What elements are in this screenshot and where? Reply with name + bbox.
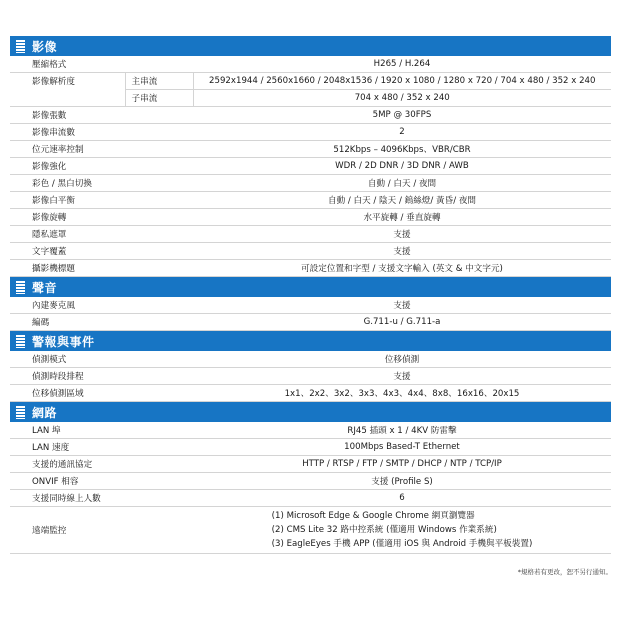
table-row [10,158,611,175]
spec-value: HTTP / RTSP / FTP / SMTP / DHCP / NTP / TCP/IP [193,456,611,473]
spec-value: 支援 [193,226,611,243]
spec-value: 2 [193,124,611,141]
section-title: 聲音 [32,280,58,295]
table-row [10,56,611,73]
spec-sublabel: 子串流 [125,90,193,107]
spec-label: 影像白平衡 [10,192,125,209]
section-marker-icon [16,40,25,53]
spec-value: 自動 / 白天 / 陰天 / 鎢絲燈/ 黃昏/ 夜間 [193,192,611,209]
table-row [10,473,611,490]
spec-value: 水平旋轉 / 垂直旋轉 [193,209,611,226]
spec-value: 支援 [193,297,611,314]
spec-label: 文字覆蓋 [10,243,125,260]
table-row [10,243,611,260]
table-row [10,456,611,473]
footnote: *規格若有更改，恕不另行通知。 [517,568,612,576]
spec-value: 704 x 480 / 352 x 240 [193,90,611,107]
section-header-network [10,402,611,422]
table-row [10,351,611,368]
section-header-video [10,36,611,56]
spec-label: 偵測模式 [10,351,193,368]
spec-value: 位移偵測 [193,351,611,368]
spec-label: 影像串流數 [10,124,125,141]
spec-value: 1x1、2x2、3x2、3x3、4x3、4x4、8x8、16x16、20x15 [193,385,611,402]
table-row [10,226,611,243]
spec-label: 壓縮格式 [10,56,125,73]
table-row [10,439,611,456]
spec-value: 支援 (Profile S) [193,473,611,490]
spec-label: 彩色 / 黑白切換 [10,175,125,192]
spec-label: ONVIF 相容 [10,473,193,490]
spec-value: 512Kbps – 4096Kbps、VBR/CBR [193,141,611,158]
list-item: (1) Microsoft Edge & Google Chrome 網頁瀏覽器 [271,511,475,521]
spec-value: 自動 / 白天 / 夜間 [193,175,611,192]
spec-value: 可設定位置和字型 / 支援文字輸入 (英文 & 中文字元) [193,260,611,277]
table-row [10,141,611,158]
table-row [10,385,611,402]
table-row [10,73,611,90]
spec-value: WDR / 2D DNR / 3D DNR / AWB [193,158,611,175]
spec-label: 攝影機標題 [10,260,125,277]
section-title: 警報與事件 [32,334,95,349]
spec-value: 2592x1944 / 2560x1660 / 2048x1536 / 1920 x 1080 / 1280 x 720 / 704 x 480 / 352 x 240 [193,73,611,90]
spec-label: 支援同時線上人數 [10,490,193,507]
spec-sheet [10,36,611,554]
spec-value [193,507,611,554]
list-item: (2) CMS Lite 32 路中控系統 (僅適用 Windows 作業系統) [271,525,497,535]
section-title: 影像 [32,39,58,54]
list-item: (3) EagleEyes 手機 APP (僅適用 iOS 與 Android 手機與平板裝置) [271,539,533,549]
spec-label: 影像張數 [10,107,125,124]
table-row [10,422,611,439]
video-spec-table [10,56,611,277]
spec-value: G.711-u / G.711-a [193,314,611,331]
table-row [10,192,611,209]
table-row [10,297,611,314]
table-row [10,507,611,554]
audio-spec-table [10,297,611,331]
section-title: 網路 [32,405,58,420]
section-header-alarm [10,331,611,351]
table-row [10,209,611,226]
table-row [10,124,611,141]
table-row [10,490,611,507]
spec-value: 支援 [193,368,611,385]
table-row [10,175,611,192]
spec-value: 5MP @ 30FPS [193,107,611,124]
spec-label: LAN 速度 [10,439,193,456]
spec-label: 隱私遮罩 [10,226,125,243]
spec-label: 影像旋轉 [10,209,125,226]
spec-label: 位移偵測區域 [10,385,193,402]
section-marker-icon [16,406,25,419]
network-spec-table [10,422,611,554]
table-row [10,107,611,124]
section-marker-icon [16,335,25,348]
spec-label: 位元速率控制 [10,141,125,158]
section-header-audio [10,277,611,297]
spec-label: 遠端監控 [10,507,193,554]
alarm-spec-table [10,351,611,402]
table-row [10,260,611,277]
spec-label: 內建麥克風 [10,297,193,314]
spec-label: 偵測時段排程 [10,368,193,385]
spec-value: RJ45 插頭 x 1 / 4KV 防雷擊 [193,422,611,439]
spec-label: 編碼 [10,314,193,331]
table-row [10,314,611,331]
spec-label: LAN 埠 [10,422,193,439]
spec-value: 支援 [193,243,611,260]
table-row [10,368,611,385]
spec-value: H265 / H.264 [193,56,611,73]
spec-sublabel: 主串流 [125,73,193,90]
spec-label: 影像解析度 [10,73,125,107]
spec-label: 影像強化 [10,158,125,175]
spec-label: 支援的通訊協定 [10,456,193,473]
spec-value: 100Mbps Based-T Ethernet [193,439,611,456]
remote-monitoring-list [272,509,533,551]
section-marker-icon [16,281,25,294]
spec-value: 6 [193,490,611,507]
